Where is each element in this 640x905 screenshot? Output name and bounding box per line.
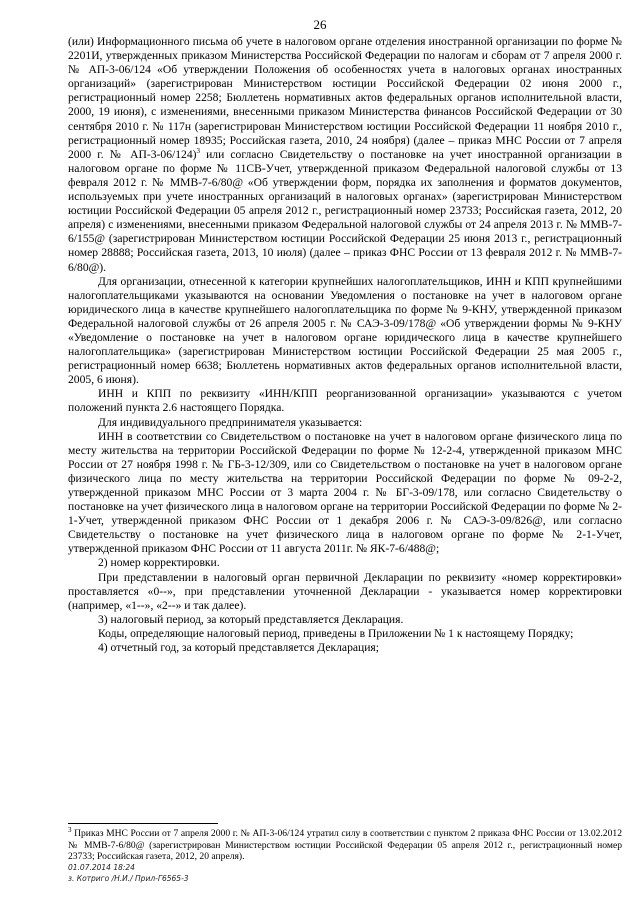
paragraph-10: 4) отчетный год, за который представляется Декларация;	[98, 641, 379, 655]
page-number: 26	[313, 17, 327, 32]
footnote-reference: 3	[196, 146, 200, 155]
paragraph-1-text-continued: или согласно Свидетельству о постановке на учет иностранной организации в налоговом органе по форме № 11СВ-Учет, утвержденной приказом Федеральной налоговой службы от 13 февраля 2012 г. № ММВ-7-6/80@ «Об утверждении форм, порядка их заполнения и форматов документов, используемых при учете иностранных организаций в налоговых органах» (зарегистрирован Министерством юстиции Российской Федерации 05 апреля 2012 г., регистрационный номер 23733; Российская газета, 2012, 20 апреля) с изменениями, внесенными приказом Федеральной налоговой службы от 24 апреля 2013 г. № ММВ-7-6/155@ (зарегистрирован Министерством юстиции Российской Федерации 25 июня 2013 г., регистрационный номер 28888; Российская газета, 2013, 10 июля) (далее – приказ ФНС России от 13 февраля 2012 г. № ММВ-7-6/80@).	[68, 147, 622, 274]
paragraph-4: Для индивидуального предпринимателя указывается:	[98, 415, 363, 429]
footnote-divider	[68, 823, 218, 824]
paragraph-2: Для организации, отнесенной к категории крупнейших налогоплательщиков, ИНН и КПП крупнейшими налогоплательщиками указываются на основании Уведомления о постановке на учет в налоговом органе юридического лица в качестве крупнейшего налогоплательщика по форме № 9-КНУ, утвержденной приказом Федеральной налоговой службы от 26 апреля 2005 г. № САЭ-3-09/178@ «Об утверждении формы № 9-КНУ «Уведомление о постановке на учет в налоговом органе юридического лица в качестве крупнейшего налогоплательщика» (зарегистрирован Министерством юстиции Российской Федерации 25 мая 2005 г., регистрационный номер 6638; Бюллетень нормативных актов федеральных органов исполнительной власти, 2005, 6 июня).	[68, 274, 622, 387]
paragraph-5: ИНН в соответствии со Свидетельством о постановке на учет в налоговом органе физического лица по месту жительства на территории Российской Федерации по форме № 12-2-4, утвержденной приказом МНС России от 27 ноября 1998 г. № ГБ-3-12/309, или со Свидетельством о постановке на учет в налоговом органе физического лица по месту жительства на территории Российской Федерации по форме № 09-2-2, утвержденной приказом МНС России от 3 марта 2004 г. № БГ-3-09/178, или согласно Свидетельству о постановке на учет физического лица в налоговом органе на территории Российской Федерации по форме № 2-1-Учет, утвержденной приказом ФНС России от 1 декабря 2006 г. № САЭ-3-09/826@, или согласно Свидетельству о постановке на учет физического лица в налоговом органе по форме № 2-1-Учет, утвержденной приказом ФНС России от 11 августа 2011г. № ЯК-7-6/488@;	[68, 429, 622, 556]
paragraph-6: 2) номер корректировки.	[98, 556, 220, 570]
paragraph-1	[68, 35, 622, 275]
footnote	[68, 825, 622, 863]
paragraph-9: Коды, определяющие налоговый период, приведены в Приложении № 1 к настоящему Порядку;	[98, 626, 574, 640]
paragraph-3: ИНН и КПП по реквизиту «ИНН/КПП реорганизованной организации» указываются с учетом положений пункта 2.6 настоящего Порядка.	[68, 387, 622, 415]
footnote-text: Приказ МНС России от 7 апреля 2000 г. № АП-3-06/124 утратил силу в соответствии с пунктом 2 приказа ФНС России от 13.02.2012 № ММВ-7-6/80@ (зарегистрирован Министерством юстиции Российской Федерации 05 апреля 2012 г., регистрационный номер 23733; Российская газета, 2012, 20 апреля).	[68, 828, 622, 863]
footnote-mark: 3	[68, 825, 72, 834]
body-text	[68, 35, 622, 655]
paragraph-7: При представлении в налоговый орган первичной Декларации по реквизиту «номер корректировки» проставляется «0--», при представлении уточненной Декларации - указывается номер корректировки (например, «1--», «2--» и так далее).	[68, 570, 622, 612]
paragraph-1-text: (или) Информационного письма об учете в налоговом органе отделения иностранной организации по форме № 2201И, утвержденных приказом Министерства Российской Федерации по налогам и сборам от 7 апреля 2000 г. № АП-3-06/124 «Об утверждении Положения об особенностях учета в налоговых органах иностранных организаций» (зарегистрирован Министерством юстиции Российской Федерации 02 июня 2000 г., регистрационный номер 2258; Бюллетень нормативных актов федеральных органов исполнительной власти, 2000, 19 июня), с изменениями, внесенными приказом Министерства финансов Российской Федерации от 30 сентября 2010 г. № 117н (зарегистрирован Министерством юстиции Российской Федерации 11 ноября 2010 г., регистрационный номер 18935; Российская газета, 2010, 24 ноября) (далее – приказ МНС России от 7 апреля 2000 г. № АП-3-06/124)	[68, 35, 622, 161]
document-stamp: з. Котриго /Н.И./ Прил-Г6565-3	[68, 874, 189, 883]
print-timestamp: 01.07.2014 18:24	[68, 863, 135, 872]
paragraph-8: 3) налоговый период, за который представляется Декларация.	[98, 612, 404, 626]
